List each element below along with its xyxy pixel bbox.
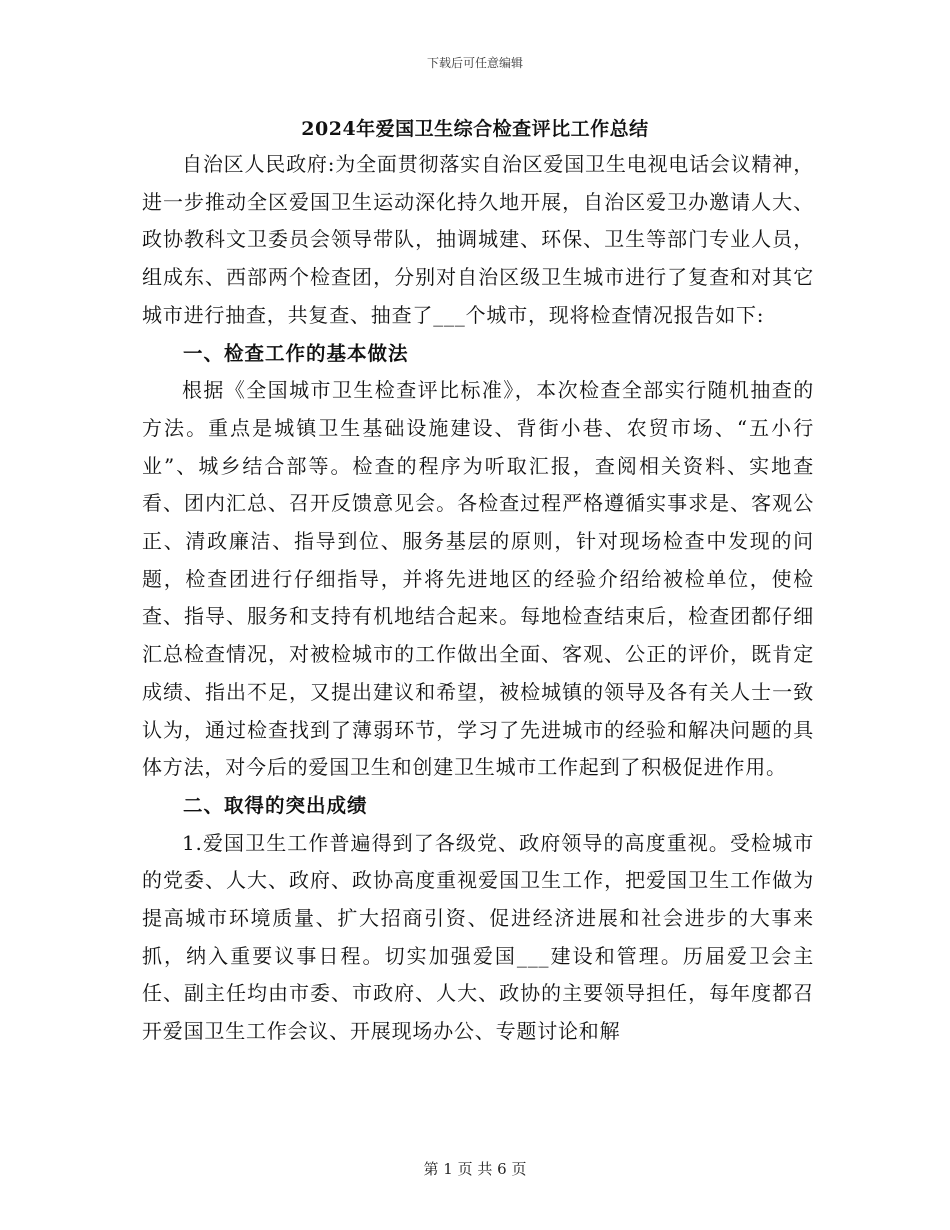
section-2-heading: 二、取得的突出成绩 — [182, 793, 368, 817]
document-title: 2024年爱国卫生综合检查评比工作总结 — [301, 118, 649, 140]
section-2-paragraph: 1.爱国卫生工作普遍得到了各级党、政府领导的高度重视。受检城市的党委、人大、政府、政协高度重视爱国卫生工作，把爱国卫生工作做为提高城市环境质量、扩大招商引资、促进经济进展和社会进步的大事来抓，纳入重要议事日程。切实加强爱国___建设和管理。历届爱卫会主任、副主任均由市委、市政府、人大、政协的主要领导担任，每年度都召开爱国卫生工作会议、开展现场办公、专题讨论和解 — [142, 830, 814, 1044]
document-body — [142, 146, 814, 1051]
intro-paragraph: 自治区人民政府:为全面贯彻落实自治区爱国卫生电视电话会议精神，进一步推动全区爱国卫生运动深化持久地开展，自治区爱卫办邀请人大、政协教科文卫委员会领导带队，抽调城建、环保、卫生等部门专业人员，组成东、西部两个检查团，分别对自治区级卫生城市进行了复查和对其它城市进行抽查，共复查、抽查了___个城市，现将检查情况报告如下: — [142, 152, 814, 327]
section-1-heading: 一、检查工作的基本做法 — [182, 341, 409, 365]
section-1-paragraph: 根据《全国城市卫生检查评比标准》，本次检查全部实行随机抽查的方法。重点是城镇卫生基础设施建设、背街小巷、农贸市场、“五小行业”、城乡结合部等。检查的程序为听取汇报，查阅相关资料、实地查看、团内汇总、召开反馈意见会。各检查过程严格遵循实事求是、客观公正、清政廉洁、指导到位、服务基层的原则，针对现场检查中发现的问题，检查团进行仔细指导，并将先进地区的经验介绍给被检单位，使检查、指导、服务和支持有机地结合起来。每地检查结束后，检查团都仔细汇总检查情况，对被检城市的工作做出全面、客观、公正的评价，既肯定成绩、指出不足，又提出建议和希望，被检城镇的领导及各有关人士一致认为，通过检查找到了薄弱环节，学习了先进城市的经验和解决问题的具体方法，对今后的爱国卫生和创建卫生城市工作起到了积极促进作用。 — [142, 378, 814, 780]
page-header-note: 下载后可任意编辑 — [426, 56, 523, 70]
page-number: 第 1 页 共 6 页 — [423, 1160, 527, 1178]
